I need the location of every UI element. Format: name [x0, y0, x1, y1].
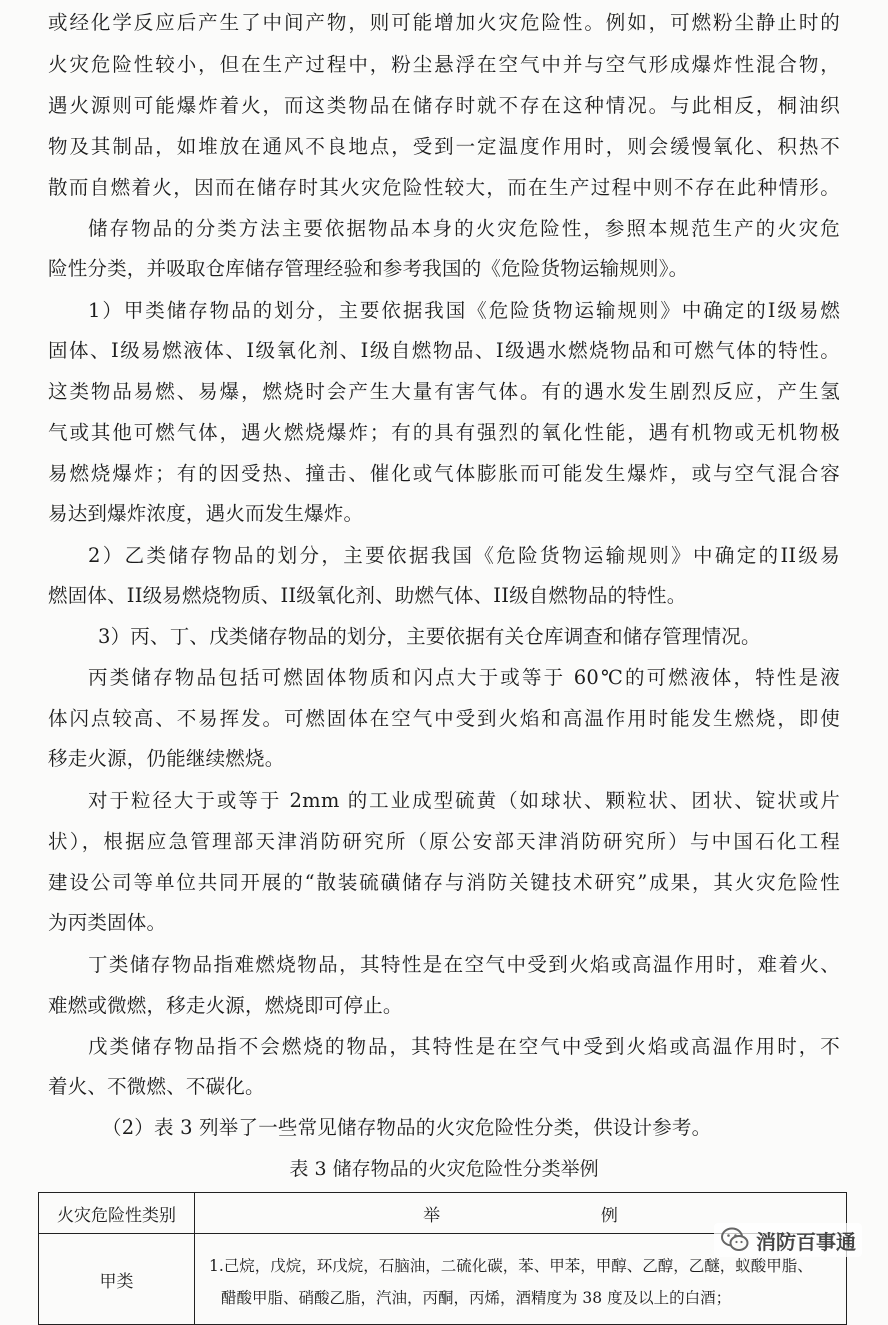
- text-line: 着火、不微燃、不碳化。: [48, 1075, 265, 1098]
- text-line: 3）丙、丁、戊类储存物品的划分，主要依据有关仓库调查和储存管理情况。: [98, 625, 761, 648]
- text-line: 易燃烧爆炸；有的因受热、撞击、催化或气体膨胀而可能发生爆炸，或与空气混合容: [48, 462, 840, 485]
- text-line: （2）表 3 列举了一些常见储存物品的火灾危险性分类，供设计参考。: [102, 1116, 712, 1139]
- text-line: 气或其他可燃气体，遇火燃烧爆炸；有的具有强烈的氧化性能，遇有机物或无机物极: [48, 421, 840, 444]
- text-line: 遇火源则可能爆炸着火，而这类物品在储存时就不存在这种情况。与此相反，桐油织: [48, 94, 840, 117]
- text-line: 状），根据应急管理部天津消防研究所（原公安部天津消防研究所）与中国石化工程: [48, 830, 840, 853]
- text-line: 1）甲类储存物品的划分，主要依据我国《危险货物运输规则》中确定的I级易燃: [88, 299, 840, 322]
- text-line: 难燃或微燃，移走火源，燃烧即可停止。: [48, 994, 403, 1017]
- example-line: 1.己烷，戊烷，环戊烷，石脑油，二硫化碳，苯、甲苯，甲醇、乙醇，乙醚，蚁酸甲脂、: [209, 1257, 813, 1275]
- text-line: 丙类储存物品包括可燃固体物质和闪点大于或等于 60℃的可燃液体，特性是液: [88, 666, 840, 689]
- text-line: 为丙类固体。: [48, 911, 167, 934]
- text-line: 建设公司等单位共同开展的“散装硫磺储存与消防关键技术研究”成果，其火灾危险性: [48, 871, 840, 894]
- wechat-icon: [720, 1225, 750, 1255]
- row-category: 甲类: [39, 1234, 195, 1325]
- text-line: 储存物品的分类方法主要依据物品本身的火灾危险性，参照本规范生产的火灾危: [88, 217, 840, 240]
- text-line: 移走火源，仍能继续燃烧。: [48, 747, 285, 770]
- header-examples-char2: 例: [600, 1205, 618, 1226]
- text-line: 体闪点较高、不易挥发。可燃固体在空气中受到火焰和高温作用时能发生燃烧，即使: [48, 707, 840, 730]
- text-line: 这类物品易燃、易爆，燃烧时会产生大量有害气体。有的遇水发生剧烈反应，产生氢: [48, 380, 840, 403]
- header-examples-char1: 举: [423, 1205, 441, 1226]
- watermark-text: 消防百事通: [756, 1229, 856, 1254]
- text-line: 险性分类，并吸取仓库储存管理经验和参考我国的《危险货物运输规则》。: [48, 257, 689, 280]
- text-line: 散而自燃着火，因而在储存时其火灾危险性较大，而在生产过程中则不存在此种情形。: [48, 176, 840, 199]
- text-line: 火灾危险性较小，但在生产过程中，粉尘悬浮在空气中并与空气形成爆炸性混合物，: [48, 53, 840, 76]
- text-line: 固体、I级易燃液体、I级氧化剂、I级自燃物品、I级遇水燃烧物品和可燃气体的特性。: [48, 339, 840, 362]
- text-line: 丁类储存物品指难燃烧物品，其特性是在空气中受到火焰或高温作用时，难着火、: [88, 953, 840, 976]
- classification-table: [38, 1192, 847, 1325]
- text-line: 2）乙类储存物品的划分，主要依据我国《危险货物运输规则》中确定的II级易: [88, 544, 840, 567]
- text-line: 易达到爆炸浓度，遇火而发生爆炸。: [48, 502, 364, 525]
- account-watermark: [714, 1223, 862, 1257]
- text-line: 戊类储存物品指不会燃烧的物品，其特性是在空气中受到火焰或高温作用时，不: [88, 1035, 840, 1058]
- text-line: 对于粒径大于或等于 2mm 的工业成型硫黄（如球状、颗粒状、团状、锭状或片: [88, 789, 840, 812]
- header-category: 火灾危险性类别: [39, 1193, 195, 1234]
- example-line: 醋酸甲脂、硝酸乙脂，汽油，丙酮，丙烯，酒精度为 38 度及以上的白酒；: [221, 1289, 732, 1307]
- text-line: 物及其制品，如堆放在通风不良地点，受到一定温度作用时，则会缓慢氧化、积热不: [48, 135, 840, 158]
- text-line: 或经化学反应后产生了中间产物，则可能增加火灾危险性。例如，可燃粉尘静止时的: [48, 11, 840, 34]
- table-caption: 表 3 储存物品的火灾危险性分类举例: [289, 1158, 599, 1180]
- text-line: 燃固体、II级易燃烧物质、II级氧化剂、助燃气体、II级自燃物品的特性。: [48, 584, 687, 607]
